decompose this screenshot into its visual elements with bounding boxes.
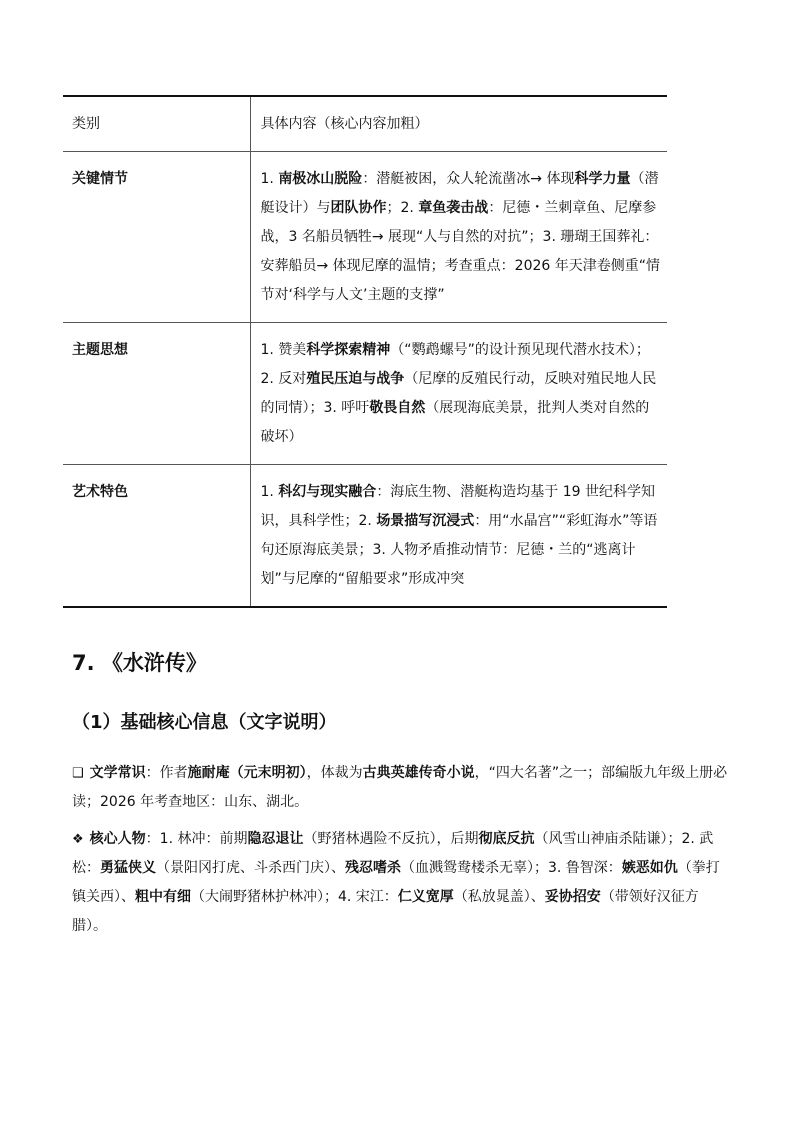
core-characters-text	[72, 831, 720, 934]
text-segment: 1.	[260, 484, 279, 500]
bold-text: 残忍嗜杀	[345, 860, 401, 876]
text-segment: （拳打镇关西）、	[72, 860, 720, 905]
section-title: 7. 《水浒传》	[72, 651, 207, 675]
text-segment: 1. 赞美	[260, 342, 307, 358]
text-segment: ，“四大名著”之一；部编版九年级上册必读；2026 年考查地区：山东、湖北。	[72, 765, 728, 810]
text-segment: ，体裁为	[306, 765, 363, 781]
text-segment: （血溅鸳鸯楼杀无辜）；3. 鲁智深：	[401, 860, 622, 876]
text-segment: ：用“水晶宫”“彩虹海水”等语句还原海底美景；3. 人物矛盾推动情节：尼德・兰的“逃离计划”与尼摩的“留船要求”形成冲突	[260, 513, 658, 587]
text-segment: 1.	[260, 171, 279, 187]
bold-text: 文学常识	[89, 765, 146, 781]
bold-text: 科学力量	[574, 171, 631, 187]
bold-text: 妥协招安	[544, 889, 601, 905]
row-category-theme: 主题思想	[63, 323, 250, 465]
bold-text: 勇猛侠义	[100, 860, 156, 876]
text-segment: ：海底生物、潜艇构造均基于 19 世纪科学知识，具科学性；2.	[260, 484, 656, 529]
square-bullet-icon: ❑	[72, 766, 84, 781]
bold-text: 仁义宽厚	[397, 889, 454, 905]
bold-text: 彻底反抗	[478, 831, 535, 847]
bold-text: 隐忍退让	[247, 831, 304, 847]
bold-text: 场景描写沉浸式	[376, 513, 475, 529]
table-row	[63, 465, 667, 608]
text-segment: （私放晁盖）、	[453, 889, 545, 905]
text-segment: （景阳冈打虎、斗杀西门庆）、	[156, 860, 345, 876]
text-segment: （带领好汉征方腊）。	[72, 889, 699, 934]
text-segment: （“鹦鹉螺号”的设计预见现代潜水技术）；2. 反对	[260, 342, 650, 387]
row-content-theme	[250, 323, 667, 465]
text-segment: （风雪山神庙杀陆谦）；2. 武松：	[72, 831, 714, 876]
bold-text: 南极冰山脱险	[278, 171, 363, 187]
bold-text: 敬畏自然	[369, 400, 426, 416]
subsection-title: （1）基础核心信息（文字说明）	[72, 712, 337, 733]
text-segment: （尼摩的反殖民行动，反映对殖民地人民的同情）；3. 呼吁	[260, 371, 657, 416]
text-segment: （野猪林遇险不反抗），后期	[303, 831, 479, 847]
row-content-plot	[250, 152, 667, 323]
literary-knowledge-paragraph	[72, 759, 732, 817]
diamond-bullet-icon: ❖	[72, 832, 84, 847]
text-segment: ：作者	[145, 765, 188, 781]
text-segment: （展现海底美景，批判人类对自然的破坏）	[260, 400, 650, 445]
row-category-art: 艺术特色	[72, 484, 128, 500]
table-header-row	[63, 96, 667, 152]
bold-text: 嫉恶如仇	[621, 860, 678, 876]
table-row	[63, 323, 667, 465]
bold-text: 殖民压迫与战争	[306, 371, 405, 387]
text-segment: ；2.	[386, 200, 419, 216]
bold-text: 科学探索精神	[306, 342, 391, 358]
literary-knowledge-text	[72, 765, 727, 810]
bold-text: 科幻与现实融合	[278, 484, 377, 500]
bold-text: 团队协作	[330, 200, 387, 216]
table-header-category: 类别	[63, 96, 250, 152]
text-segment: （潜艇设计）与	[260, 171, 659, 216]
text-segment: ：1. 林冲：前期	[145, 831, 248, 847]
row-category-plot: 关键情节	[63, 152, 250, 323]
bold-text: 古典英雄传奇小说	[362, 765, 475, 781]
bold-text: 粗中有细	[135, 889, 191, 905]
bold-text: 核心人物	[89, 831, 146, 847]
text-segment: （大闹野猪林护林冲）；4. 宋江：	[191, 889, 398, 905]
table-row	[63, 152, 667, 323]
core-characters-paragraph	[72, 825, 732, 941]
novel-summary-table	[63, 95, 667, 608]
text-segment: ：潜艇被困，众人轮流凿冰→ 体现	[362, 171, 575, 187]
table-header-content: 具体内容（核心内容加粗）	[250, 96, 667, 152]
bold-text: 章鱼袭击战	[418, 200, 489, 216]
text-segment: ：尼德・兰刺章鱼、尼摩参战，3 名船员牺牲→ 展现“人与自然的对抗”；3. 珊瑚王国葬礼：安葬船员→ 体现尼摩的温情；考查重点：2026 年天津卷侧重“情节对‘科学与人文’主题的支撑”	[260, 200, 661, 303]
row-content-art	[250, 465, 667, 608]
bold-text: 施耐庵（元末明初）	[187, 765, 307, 781]
